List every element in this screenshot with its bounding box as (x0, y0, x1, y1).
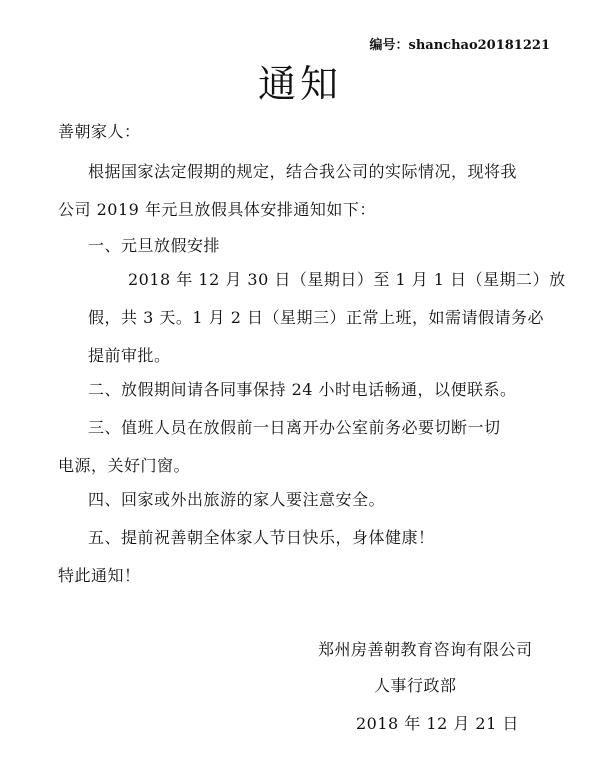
greeting: 善朝家人： (58, 122, 141, 141)
section-5: 五、提前祝善朝全体家人节日快乐，身体健康！ (88, 528, 435, 547)
section-3-line-1: 三、值班人员在放假前一日离开办公室前务必要切断一切 (88, 418, 501, 437)
section-4: 四、回家或外出旅游的家人要注意安全。 (88, 490, 386, 509)
department-name: 人事行政部 (374, 676, 457, 695)
section-3-line-2: 电源，关好门窗。 (58, 456, 191, 475)
intro-line-1: 根据国家法定假期的规定，结合我公司的实际情况，现将我 (88, 162, 518, 181)
document-number: 编号：shanchao20181221 (369, 38, 550, 53)
organization-name: 郑州房善朝教育咨询有限公司 (318, 640, 533, 659)
intro-line-2: 公司 2019 年元旦放假具体安排通知如下： (58, 200, 376, 219)
page-title: 通知 (257, 62, 342, 106)
section-1-line-3: 提前审批。 (88, 346, 171, 365)
section-1-heading: 一、元旦放假安排 (88, 236, 221, 255)
closing-remark: 特此通知！ (58, 566, 141, 585)
section-2: 二、放假期间请各同事保持 24 小时电话畅通，以便联系。 (88, 380, 517, 399)
issue-date: 2018 年 12 月 21 日 (356, 714, 519, 733)
section-1-line-1: 2018 年 12 月 30 日（星期日）至 1 月 1 日（星期二）放 (128, 270, 566, 289)
section-1-line-2: 假，共 3 天。1 月 2 日（星期三）正常上班，如需请假请务必 (88, 308, 544, 327)
